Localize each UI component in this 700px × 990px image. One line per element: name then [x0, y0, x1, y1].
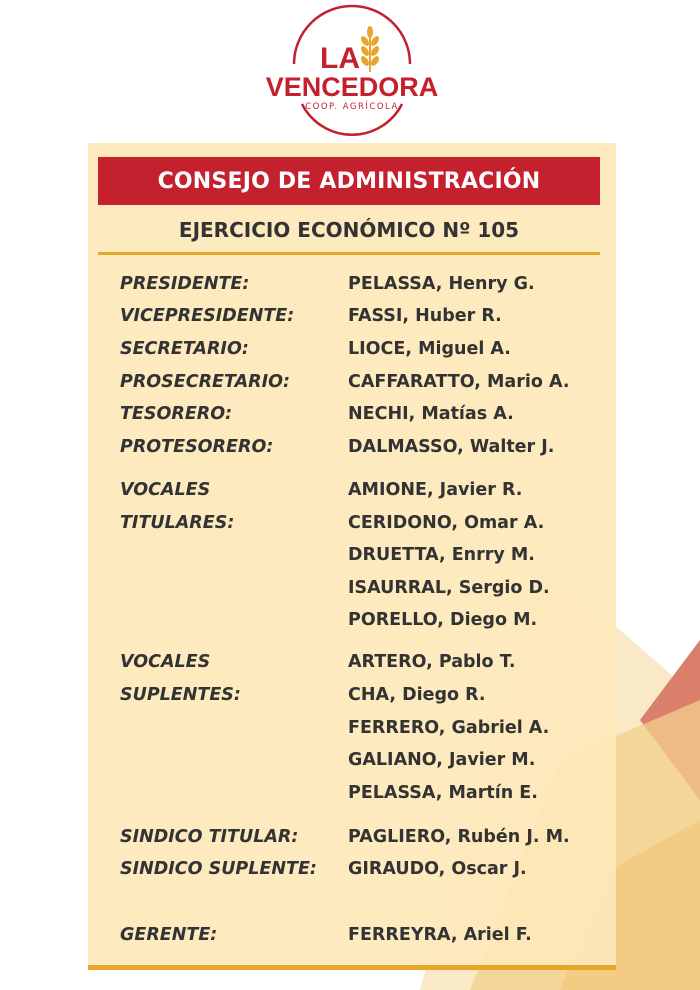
board-row	[0, 714, 700, 742]
wheat-icon	[359, 26, 380, 72]
board-role: PROSECRETARIO:	[120, 372, 290, 392]
board-role: SINDICO SUPLENTE:	[120, 859, 317, 879]
board-member-name: ISAURRAL, Sergio D.	[348, 578, 550, 598]
board-row	[0, 335, 700, 363]
board-row	[0, 823, 700, 851]
board-row	[0, 606, 700, 634]
board-role: PRESIDENTE:	[120, 274, 250, 294]
board-row	[0, 368, 700, 396]
board-role: VICEPRESIDENTE:	[120, 306, 295, 326]
logo-line-1: LA	[320, 42, 360, 75]
board-row	[0, 779, 700, 807]
board-role: TITULARES:	[120, 513, 235, 533]
board-member-name: GALIANO, Javier M.	[348, 750, 536, 770]
board-role: VOCALES	[120, 652, 211, 672]
board-role: SUPLENTES:	[120, 685, 241, 705]
board-member-name: GIRAUDO, Oscar J.	[348, 859, 527, 879]
board-row	[0, 541, 700, 569]
board-role: PROTESORERO:	[120, 437, 274, 457]
board-role: GERENTE:	[120, 925, 218, 945]
board-row	[0, 746, 700, 774]
board-member-name: PELASSA, Martín E.	[348, 783, 538, 803]
board-row	[0, 400, 700, 428]
fiscal-year-subtitle: EJERCICIO ECONÓMICO Nº 105	[178, 218, 520, 242]
board-row	[0, 433, 700, 461]
board-row	[0, 476, 700, 504]
board-member-name: CHA, Diego R.	[348, 685, 486, 705]
board-row	[0, 574, 700, 602]
board-member-name: DALMASSO, Walter J.	[348, 437, 555, 457]
board-row	[0, 648, 700, 676]
board-member-name: FERREYRA, Ariel F.	[348, 925, 532, 945]
board-member-name: PELASSA, Henry G.	[348, 274, 535, 294]
board-member-name: LIOCE, Miguel A.	[348, 339, 511, 359]
board-member-name: CERIDONO, Omar A.	[348, 513, 545, 533]
board-member-name: NECHI, Matías A.	[348, 404, 514, 424]
board-row	[0, 921, 700, 949]
cooperative-logo	[265, 12, 439, 136]
board-member-name: PORELLO, Diego M.	[348, 610, 538, 630]
logo-line-2: VENCEDORA	[265, 72, 439, 102]
board-row	[0, 855, 700, 883]
title-banner	[98, 157, 600, 205]
board-row	[0, 302, 700, 330]
board-member-name: ARTERO, Pablo T.	[348, 652, 516, 672]
divider	[98, 252, 600, 255]
board-role: VOCALES	[120, 480, 211, 500]
board-member-name: FERRERO, Gabriel A.	[348, 718, 550, 738]
board-role: SECRETARIO:	[120, 339, 249, 359]
board-row	[0, 509, 700, 537]
logo-line-3: COOP. AGRÍCOLA	[305, 102, 399, 112]
board-member-name: AMIONE, Javier R.	[348, 480, 523, 500]
board-role: TESORERO:	[120, 404, 233, 424]
board-role: SINDICO TITULAR:	[120, 827, 299, 847]
board-row	[0, 681, 700, 709]
board-member-name: FASSI, Huber R.	[348, 306, 502, 326]
board-member-name: DRUETTA, Enrry M.	[348, 545, 535, 565]
board-member-name: CAFFARATTO, Mario A.	[348, 372, 570, 392]
page-title: CONSEJO DE ADMINISTRACIÓN	[157, 168, 541, 194]
board-member-name: PAGLIERO, Rubén J. M.	[348, 827, 570, 847]
board-row	[0, 270, 700, 298]
